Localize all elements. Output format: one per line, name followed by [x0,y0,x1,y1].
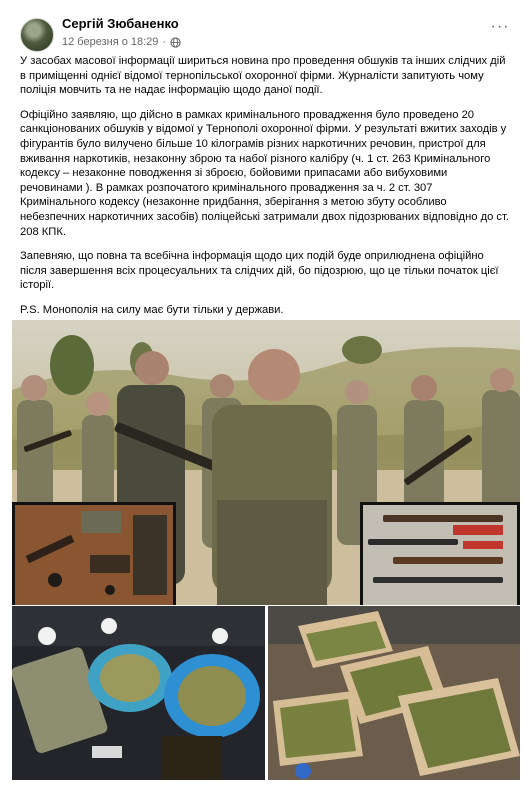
post-paragraph: Запевняю, що повна та всебічна інформація щодо цих подій буде оприлюднена офіційно після завершення всіх процесуальних та слідчих дій, бо підозрюю, що це тільки початок цієї історії. [20,250,499,292]
post-text [20,54,510,328]
post-paragraph: Офіційно заявляю, що дійсно в рамках кримінального провадження було проведено 20 санкціонованих обшуків у відомої у Тернополі охоронної фірми. У результаті вжитих заходів у фігурантів було вилучено більше 10 кілограмів різних наркотичних речовин, пристрої для вживання наркотиків, незаконну зброю та набої різного калібру (ч. 1 ст. 263 Кримінального кодексу – незаконне поводження зі зброєю, бойовими припасами або вибуховими речовинами ). В рамках розпочатого кримінального провадження за ч. 2 ст. 307 Кримінального кодексу (незаконне придбання, зберігання з метою збуту особливо небезпечних наркотичних засобів) поліцейські затримали двох підозрюваних відповідно до ст. 208 КПК. [20,108,510,238]
more-options-icon[interactable]: ··· [490,18,510,35]
inset-photo-drugs-table[interactable] [12,502,176,605]
post-paragraph: P.S. Монополія на силу має бути тільки у держави. [20,303,284,316]
inset-photo-drugs-table-image [15,505,173,605]
group-photo[interactable] [12,320,520,605]
author-avatar[interactable] [20,18,54,52]
post-paragraph: У засобах масової інформації шириться новина про проведення обшуків та інших слідчих дій в приміщенні однієї відомої тернопільської охоронної фірми. Журналісти запитують чому поліція мовчить та не надає інформацію щодо даної події. [20,55,506,97]
post-timestamp[interactable]: 12 березня о 18:29 [62,36,159,48]
inset-photo-weapons-image [363,505,517,605]
author-name[interactable]: Сергій Зюбаненко [62,16,179,31]
post-photo-grid [12,320,520,780]
post-meta [62,36,181,48]
photo-boxes-of-cannabis[interactable] [268,606,520,780]
photo-boxes-of-cannabis-image [268,606,520,780]
photo-seized-substances-bowls[interactable] [12,606,265,780]
globe-icon[interactable] [170,37,181,48]
photo-seized-substances-bowls-image [12,606,265,780]
post-header [12,12,518,52]
meta-separator: · [162,36,167,48]
inset-photo-weapons[interactable] [360,502,520,605]
